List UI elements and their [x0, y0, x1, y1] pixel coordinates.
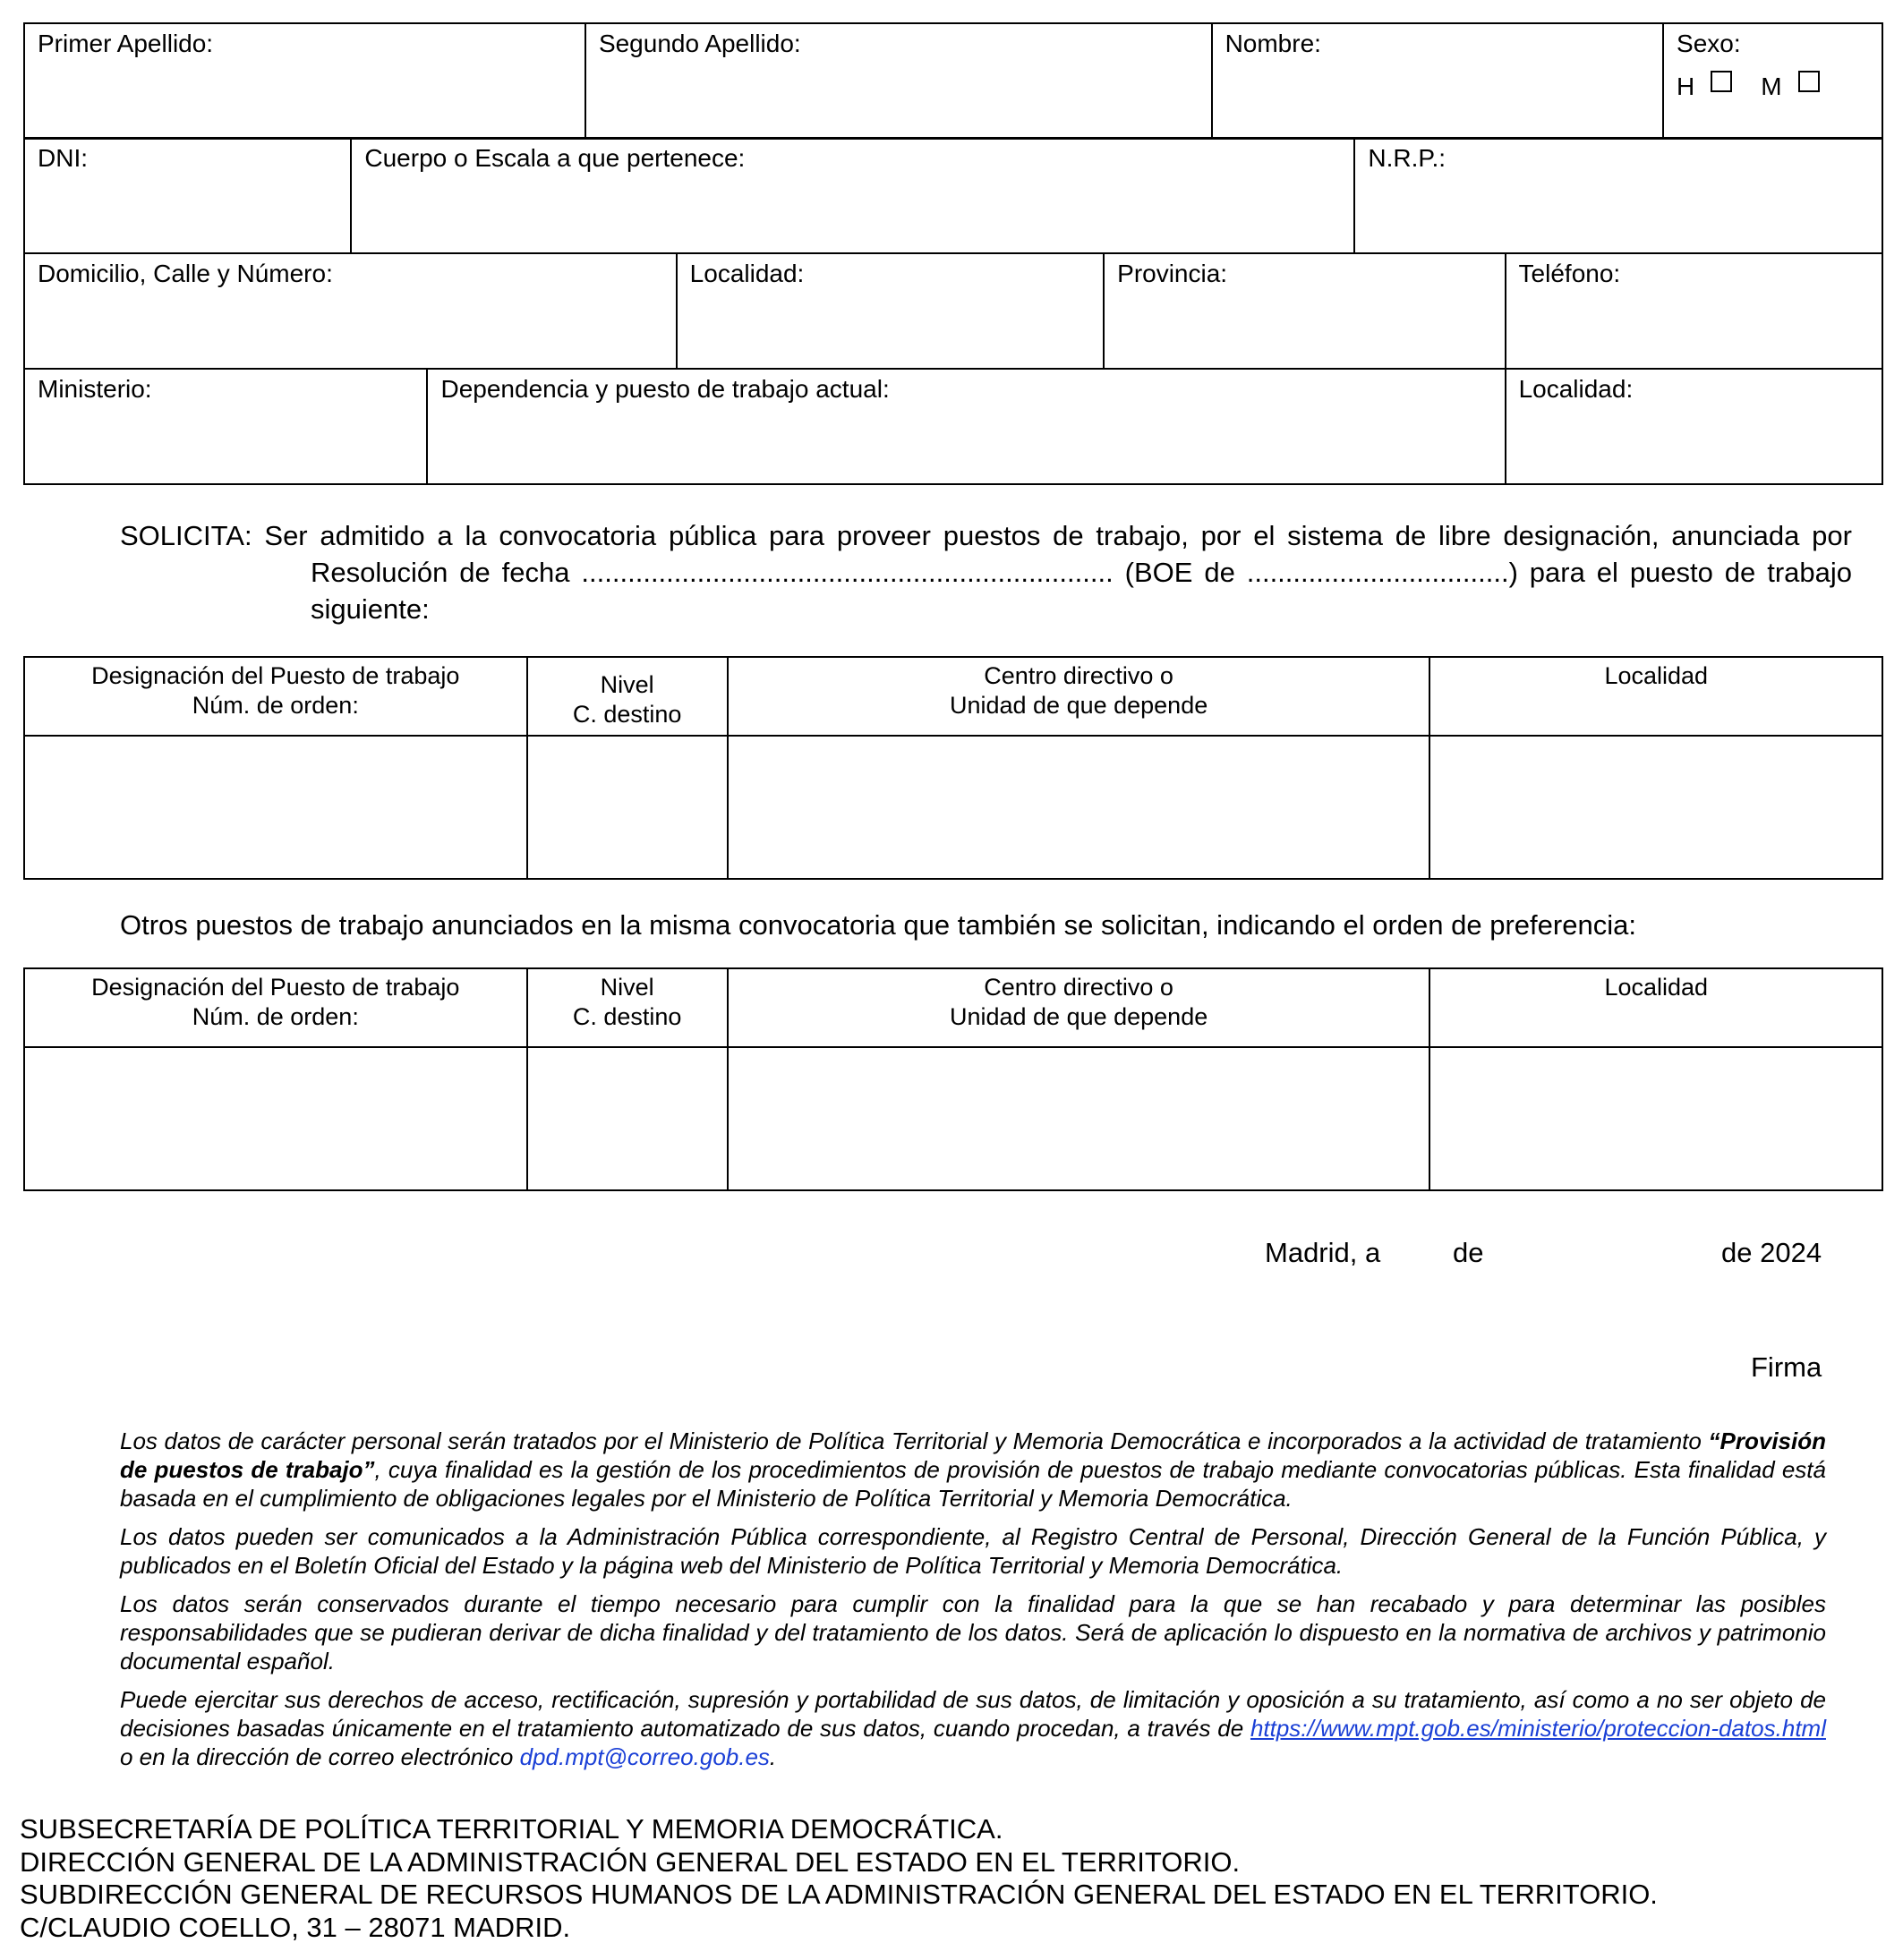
segundo-apellido-field[interactable] [585, 23, 1212, 139]
otros-puestos-table [23, 967, 1883, 1191]
dpd-email-link[interactable]: dpd.mpt@correo.gob.es [519, 1743, 770, 1770]
dni-field[interactable] [24, 138, 351, 253]
otros-nivel-cell[interactable] [527, 1047, 728, 1190]
segundo-apellido-label: Segundo Apellido: [598, 30, 801, 57]
sexo-field [1663, 23, 1882, 139]
personal-data-table-row1 [23, 22, 1883, 140]
primer-apellido-label: Primer Apellido: [38, 30, 214, 57]
col-nivel [527, 968, 728, 1047]
cuerpo-field[interactable] [351, 138, 1354, 253]
telefono-label: Teléfono: [1518, 260, 1621, 287]
col-designacion-line1: Designación del Puesto de trabajo [91, 662, 460, 689]
legal-p1-bold: “Provisión de puestos de trabajo” [120, 1427, 1826, 1483]
legal-p1-text: Los datos de carácter personal serán tratados por el Ministerio de Política Territorial y Memoria Democrática e incorporados a la actividad de tratamiento [120, 1427, 1702, 1454]
col-centro [728, 657, 1430, 736]
proteccion-datos-link[interactable]: https://www.mpt.gob.es/ministerio/proteccion-datos.html [1250, 1715, 1826, 1742]
legal-paragraph-1 [120, 1427, 1826, 1513]
legal-p4-text-2: o en la dirección de correo electrónico [120, 1743, 514, 1770]
localidad-actual-field[interactable] [1506, 369, 1882, 484]
personal-data-table-row2 [23, 137, 1883, 254]
legal-paragraph-3: Los datos serán conservados durante el tiempo necesario para cumplir con la finalidad para la que se han recabado y para determinar las posibles responsabilidades que se pudieran derivar de dicha finalidad y del tratamiento de los datos. Será de aplicación lo dispuesto en la normativa de archivos y patrimonio documental español. [120, 1590, 1826, 1675]
col-centro-line1: Centro directivo o [984, 974, 1173, 1001]
address-block [20, 1813, 1658, 1944]
address-line-1: SUBSECRETARÍA DE POLÍTICA TERRITORIAL Y MEMORIA DEMOCRÁTICA. [20, 1813, 1003, 1845]
nrp-field[interactable] [1354, 138, 1882, 253]
col-localidad [1429, 657, 1882, 736]
sexo-h-label: H [1677, 72, 1695, 100]
nombre-field[interactable] [1212, 23, 1663, 139]
otros-centro-cell[interactable] [728, 1047, 1430, 1190]
col-centro-line2: Unidad de que depende [949, 692, 1208, 719]
sexo-h-checkbox[interactable] [1711, 71, 1732, 92]
col-designacion-line1: Designación del Puesto de trabajo [91, 974, 460, 1001]
solicita-line-1: Ser admitido a la convocatoria pública para proveer puestos de trabajo, por el sistema de libre designación, anunciada por [264, 520, 1852, 551]
address-line-3: SUBDIRECCIÓN GENERAL DE RECURSOS HUMANOS DE LA ADMINISTRACIÓN GENERAL DEL ESTADO EN EL TERRITORIO. [20, 1879, 1658, 1910]
localidad-label: Localidad: [689, 260, 805, 287]
puesto-localidad-cell[interactable] [1429, 736, 1882, 879]
address-line-2: DIRECCIÓN GENERAL DE LA ADMINISTRACIÓN GENERAL DEL ESTADO EN EL TERRITORIO. [20, 1845, 1241, 1878]
sexo-m-label: M [1761, 72, 1782, 100]
solicita-paragraph [120, 517, 1852, 627]
puesto-designacion-cell[interactable] [24, 736, 527, 879]
col-centro-line2: Unidad de que depende [949, 1003, 1208, 1030]
legal-paragraph-4 [120, 1685, 1826, 1771]
col-localidad-label: Localidad [1604, 662, 1709, 689]
address-line-4: C/CLAUDIO COELLO, 31 – 28071 MADRID. [20, 1911, 571, 1943]
localidad-field[interactable] [677, 253, 1104, 369]
col-centro [728, 968, 1430, 1047]
solicita-line-3: siguiente: [311, 593, 430, 625]
puesto-nivel-cell[interactable] [527, 736, 728, 879]
col-localidad-label: Localidad [1604, 974, 1709, 1001]
solicita-line-2: Resolución de fecha ..................................................................... (BOE de ..................................) para el puesto de trabajo [311, 557, 1852, 588]
fecha-de-1: de [1453, 1237, 1484, 1268]
telefono-field[interactable] [1506, 253, 1882, 369]
domicilio-label: Domicilio, Calle y Número: [38, 260, 333, 287]
personal-data-table-3 [23, 368, 1883, 485]
otros-designacion-cell[interactable] [24, 1047, 527, 1190]
col-designacion [24, 968, 527, 1047]
provincia-label: Provincia: [1117, 260, 1228, 287]
fecha-de-2: de 2024 [1721, 1237, 1822, 1268]
otros-puestos-text: Otros puestos de trabajo anunciados en la misma convocatoria que también se solicitan, indicando el orden de preferencia: [120, 909, 1636, 941]
solicita-lead: SOLICITA: [120, 520, 252, 551]
col-centro-line1: Centro directivo o [984, 662, 1173, 689]
localidad-actual-label: Localidad: [1518, 375, 1634, 403]
puesto-centro-cell[interactable] [728, 736, 1430, 879]
col-designacion-line2: Núm. de orden: [192, 1003, 359, 1030]
firma-label: Firma [1751, 1351, 1822, 1383]
legal-notice [120, 1427, 1826, 1781]
provincia-field[interactable] [1104, 253, 1505, 369]
legal-p4-end: . [769, 1743, 777, 1770]
domicilio-field[interactable] [24, 253, 677, 369]
col-designacion [24, 657, 527, 736]
cuerpo-label: Cuerpo o Escala a que pertenece: [364, 144, 746, 172]
dni-label: DNI: [38, 144, 88, 172]
col-designacion-line2: Núm. de orden: [192, 692, 359, 719]
col-nivel-line1: Nivel [600, 974, 654, 1001]
legal-p4-text: Puede ejercitar sus derechos de acceso, rectificación, supresión y portabilidad de sus datos, de limitación y oposición a su tratamiento, así como a no ser objeto de decisiones basadas únicamente en el tratamiento automatizado de sus datos, cuando procedan, a través de [120, 1686, 1826, 1742]
nrp-label: N.R.P.: [1368, 144, 1446, 172]
primer-apellido-field[interactable] [24, 23, 585, 139]
puesto-table [23, 656, 1883, 880]
dependencia-label: Dependencia y puesto de trabajo actual: [440, 375, 890, 403]
col-nivel-line2: C. destino [572, 1003, 682, 1030]
legal-paragraph-2: Los datos pueden ser comunicados a la Administración Pública correspondiente, al Registro Central de Personal, Dirección General de la Función Pública, y publicados en el Boletín Oficial del Estado y la página web del Ministerio de Política Territorial y Memoria Democrática. [120, 1523, 1826, 1579]
sexo-label: Sexo: [1677, 30, 1741, 57]
col-nivel-line2: C. destino [572, 701, 682, 728]
ministerio-label: Ministerio: [38, 375, 152, 403]
col-nivel-line1: Nivel [600, 671, 654, 698]
legal-p1-text-2: , cuya finalidad es la gestión de los procedimientos de provisión de puestos de trabajo mediante convocatorias públicas. Esta finalidad está basada en el cumplimiento de obligaciones legales por el Ministerio de Política Territorial y Memoria Democrática. [120, 1456, 1826, 1512]
ministerio-field[interactable] [24, 369, 427, 484]
nombre-label: Nombre: [1225, 30, 1321, 57]
otros-localidad-cell[interactable] [1429, 1047, 1882, 1190]
col-localidad [1429, 968, 1882, 1047]
col-nivel [527, 657, 728, 736]
sexo-m-checkbox[interactable] [1798, 71, 1820, 92]
personal-data-table-2 [23, 252, 1883, 370]
dependencia-field[interactable] [427, 369, 1505, 484]
fecha-lugar: Madrid, a [1265, 1237, 1381, 1268]
